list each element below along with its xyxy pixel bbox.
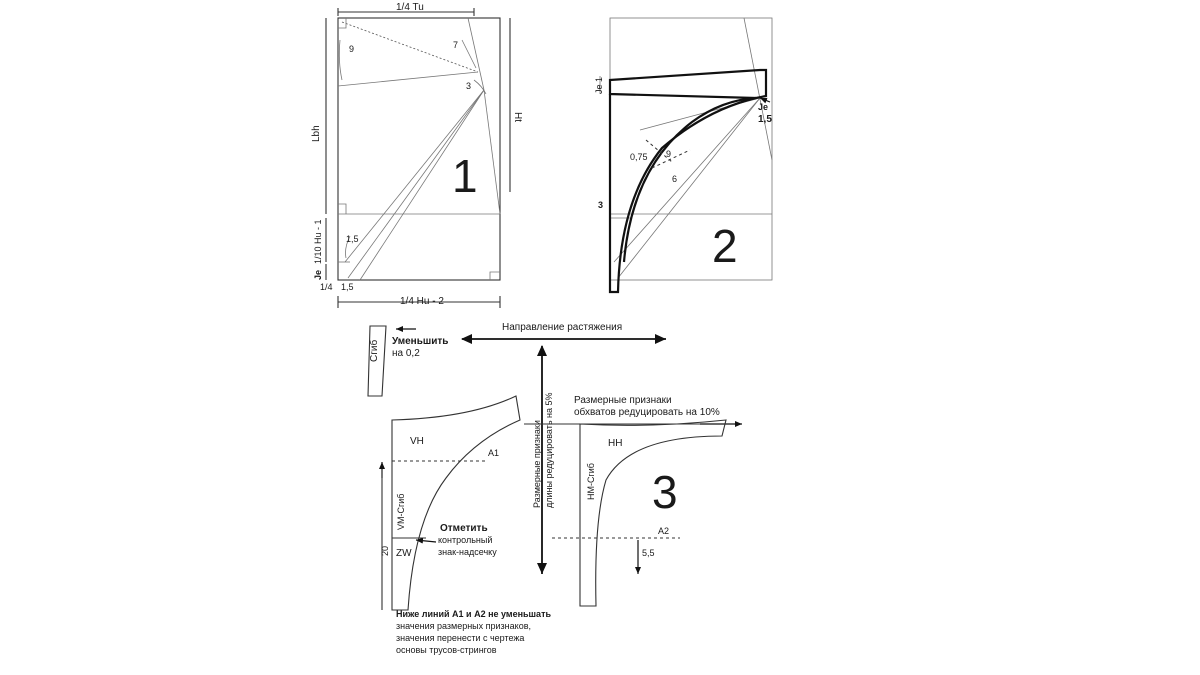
diagram2-value-0-75: 0,75 [630, 152, 648, 162]
girth-note-1: Размерные признаки [574, 395, 672, 406]
diagram1-value-1-5b: 1,5 [341, 282, 354, 292]
length-note-1: Размерные признаки [532, 420, 542, 508]
diagram2-side-line [744, 18, 772, 160]
diagram2-diagonal-a [614, 98, 760, 262]
diagram2-frame [610, 18, 772, 280]
diagram1-upper-line [338, 72, 478, 86]
diagram1-je: Je [313, 269, 323, 280]
diagram1-quarter: 1/4 [320, 282, 333, 292]
label-vm-fold: VM-Сгиб [396, 493, 406, 530]
diagram1-left-height: Lbh [311, 125, 322, 142]
length-note-2: длины редуцировать на 5% [544, 392, 554, 508]
label-zw: ZW [396, 548, 412, 559]
diagram2-je-top: Je 1 [594, 76, 604, 94]
diagram2-value-9: 9 [666, 149, 672, 159]
diagram-1 [311, 2, 523, 308]
bottom-note-3: значения перенести с чертежа [396, 633, 525, 643]
reduce-label-2: на 0,2 [392, 348, 420, 359]
front-piece-vh [392, 396, 520, 610]
diagram2-waistband [610, 70, 766, 98]
diagram1-arc-9 [339, 40, 342, 80]
diagram1-value-7: 7 [453, 40, 459, 50]
notch-note-1: Отметить [440, 523, 488, 534]
label-vh: VH [410, 436, 424, 447]
diagram2-value-6: 6 [672, 174, 678, 184]
notch-note-3: знак-надсечку [438, 547, 497, 557]
label-a1: A1 [488, 448, 500, 458]
diagram1-bottom-width: 1/4 Hu - 2 [400, 296, 444, 307]
direction-label: Направление растяжения [502, 322, 623, 333]
diagram1-lower-left: 1/10 Hu - 1 [313, 219, 323, 264]
diagram2-je-right: Je [758, 102, 769, 112]
diagram1-side-line-lower [484, 90, 500, 214]
label-hm-fold: HM-Сгиб [586, 463, 596, 500]
label-20: 20 [380, 545, 390, 556]
diagram-3 [368, 322, 742, 655]
diagram1-value-3: 3 [466, 81, 472, 91]
label-hh: HH [608, 438, 623, 449]
reduce-label-1: Уменьшить [392, 336, 449, 347]
notch-note-2: контрольный [438, 535, 493, 545]
label-5-5: 5,5 [642, 548, 655, 558]
label-a2: A2 [658, 526, 670, 536]
diagram3-number: 3 [652, 466, 678, 518]
diagram1-side-line [468, 18, 484, 90]
bottom-note-4: основы трусов-стрингов [396, 645, 497, 655]
diagram1-top-width: 1/4 Tu [396, 2, 424, 13]
diagram1-number: 1 [452, 150, 478, 202]
fold-strip-label: Сгиб [369, 339, 380, 362]
bottom-note-2: значения размерных признаков, [396, 621, 531, 631]
diagram2-number: 2 [712, 220, 738, 272]
diagram1-right-height: Ht [512, 112, 523, 122]
diagram2-value-1-5: 1,5 [758, 114, 772, 125]
diagram-2 [594, 18, 772, 292]
diagram1-value-9: 9 [349, 44, 355, 54]
diagram2-value-3: 3 [598, 200, 604, 210]
notch-arrow [416, 540, 436, 542]
girth-note-2: обхватов редуцировать на 10% [574, 407, 720, 418]
bottom-note-1: Ниже линий A1 и A2 не уменьшать [396, 609, 552, 619]
diagram1-value-1-5a: 1,5 [346, 234, 359, 244]
